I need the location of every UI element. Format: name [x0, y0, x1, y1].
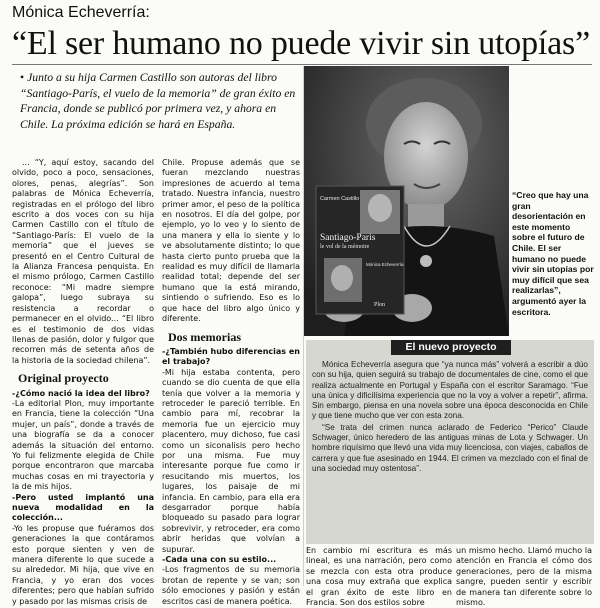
portrait-photo	[304, 66, 509, 336]
answer: -La editorial Plon, muy importante en Francia, tiene la colección “Una mujer, un país”, donde a través de una biografía se da a conocer además la situación del entorno. Yo fui felizmente elegida de Chile porque encontraron que marcaba muchas cosas en mi trayectoria y la de mis hijos.	[12, 398, 154, 492]
answer: -Yo les propuse que fuéramos dos generaciones la que contáramos esto porque sienten y ven de manera diferente lo que sucede a su alrededor. Mi hija, que vive en Francia, y yo eran dos voces diferentes; pero que habían sufrido y pasado por las mismas crisis de	[12, 523, 154, 606]
subhead-original-proyecto: Original proyecto	[18, 371, 109, 386]
headline-rule	[12, 64, 592, 65]
sidebar-box-title: El nuevo proyecto	[391, 340, 511, 355]
article-column-1	[12, 158, 154, 607]
column-paragraph: ... “Y, aquí estoy, sacando del olvido, poco a poco, sensaciones, olores, penas, alegrías”. Son palabras de Mónica Echeverría, registradas en el prólogo del libro escrito a dos voces con su hija Carmen Castillo con el título de “Santiago-París: El vuelo de la memoria” que el jueves se presentó en el Centro Cultural de la Alianza Francesa penquista. En el mismo prólogo, Carmen Castillo reconoce: “Mi madre siempre galopa”, luego subraya su resistencia a recordar o permanecer en el olvido... “El libro es el testimonio de dos vidas llenas de pasión, dolor y fulgor que recorren más de setenta años de la historia de la sociedad chilena”.	[12, 158, 154, 365]
article-column-4	[456, 546, 592, 608]
book-title: Santiago-Paris	[320, 233, 376, 243]
question: -Pero usted implantó una nueva modalidad en la colección...	[12, 492, 154, 523]
column-paragraph: un mismo hecho. Llamó mucho la atención en Francia el cómo dos generaciones, pero de la misma sangre, pueden sentir y escribir de manera tan diferente sobre lo mismo.	[456, 546, 592, 608]
intro-text: Junto a su hija Carmen Castillo son autoras del libro “Santiago-París, el vuelo de la memoria” de gran éxito en Francia, donde se publicó por primera vez, y ahora en Chile. La próxima edición se hará en España.	[20, 71, 296, 131]
photo-caption: “Creo que hay una gran desorientación en este momento sobre el futuro de Chile. El ser humano no puede vivir sin utopías por muy difícil que sea realizarlas”, argumentó ayer la escritora.	[512, 190, 594, 317]
bullet-icon: •	[20, 71, 25, 84]
book-subtitle: le vol de la mémoire	[320, 244, 370, 250]
book-author: Carmen Castillo	[320, 196, 360, 202]
question: -Cada una con su estilo...	[162, 555, 277, 565]
sidebar-box-body	[312, 360, 588, 475]
sidebar-box-nuevo-proyecto	[306, 340, 594, 544]
article-column-3	[306, 546, 452, 608]
answer: -Mi hija estaba contenta, pero cuando se dio cuenta de que ella tenía que volver a la memoria y retroceder le pareció terrible. En cambio para mí, recobrar la memoria fue un ejercicio muy placentero, muy dichoso, fue casi como un siconalisis pero hecho por una misma. Fue muy interesante porque fue como ir resucitando mis muertos, los lugares, los paisaje de mi infancia. En cambio, para ella era desgarrador porque había bloqueado su pasado para lograr sobrevivir, y retroceder, era como abrir heridas que volvían a supurar.	[162, 367, 300, 554]
kicker: Mónica Echeverría:	[12, 4, 150, 21]
sidebar-paragraph: “Se trata del crimen nunca aclarado de Federico “Perico” Claude Schwager, único heredero de las antiguas minas de Lota y Schwager. Un hombre riquísimo que llevó una vida muy licenciosa, con viajes, caballos de carrera y que fue asesinado en 1944. El crimen va mezclado con el final de una sociedad muy ostentosa”.	[312, 422, 588, 473]
column-paragraph: En cambio mi escritura es más lineal, es una narración, pero como se mezcla con esta otra produce una cosa muy extraña que explica el gran éxito de este libro en Francia. Son dos estilos sobre	[306, 546, 452, 608]
sidebar-paragraph: Mónica Echeverría asegura que “ya nunca más” volverá a escribir a dúo con su hija, quien seguirá su trabajo de documentales de cine, como el que realiza actualmente en Portugal y España con el escritor Saramago. “Fue una única y dificilísima experiencia que no la voy a volver a repetir”, afirma. Sin embargo, piensa en una novela sobre una época desconocida en Chile y que tiene mucho que ver con esta zona.	[312, 360, 588, 421]
column-paragraph: Chile. Propuse además que se fueran mezclando nuestras impresiones de acuerdo al tema tratado. Nuestra infancia, nuestro primer amor, el peso de la política en nosotros. El día del golpe, por ejemplo, yo lo veo y lo siento de una manera y ella lo siente y lo ve absolutamente distinto; lo que hasta cierto punto prueba que la realidad es muy difícil de llamarla realidad total; depende del ser humano que la está mirando, sintiendo o sufriendo. Eso es lo que hace del libro algo único y diferente.	[162, 158, 300, 324]
portrait-illustration	[304, 66, 509, 336]
book-coauthor: Mónica Echeverría	[366, 262, 404, 267]
answer: -Los fragmentos de su memoria brotan de repente y se van; son sólo emociones y pasión y están escritos casi de manera poética.	[162, 565, 300, 606]
book-publisher: Plon	[374, 302, 386, 308]
article-column-2	[162, 158, 300, 607]
question: -¿Cómo nació la idea del libro?	[12, 388, 150, 398]
intro-lead	[20, 70, 298, 132]
question: -¿También hubo diferencias en el trabajo?	[162, 346, 300, 367]
headline: “El ser humano no puede vivir sin utopías”	[12, 25, 590, 62]
subhead-dos-memorias: Dos memorias	[168, 329, 241, 344]
